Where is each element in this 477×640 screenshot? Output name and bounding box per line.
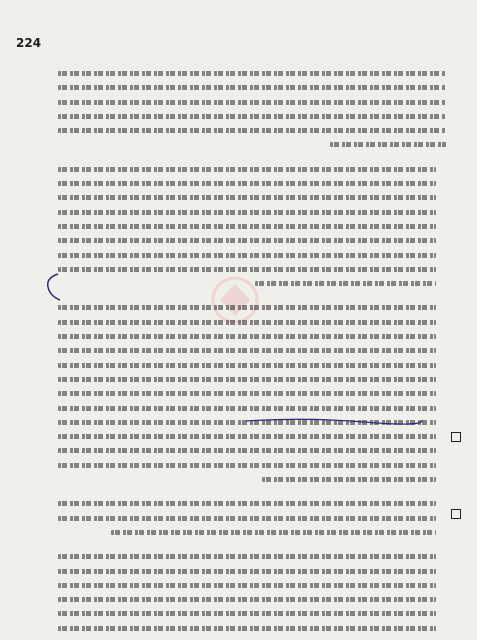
text-line	[58, 66, 446, 80]
paragraph	[58, 66, 446, 152]
text-line	[58, 262, 436, 276]
text-line	[58, 329, 436, 343]
text-line	[58, 525, 436, 539]
text-line	[58, 386, 436, 400]
text-line	[58, 95, 446, 109]
text-line	[58, 621, 436, 635]
text-line	[58, 578, 436, 592]
paragraph	[58, 162, 436, 291]
text-line	[58, 592, 436, 606]
paragraph	[58, 496, 436, 539]
checkbox-marker	[451, 509, 461, 519]
text-line	[58, 300, 436, 314]
text-line	[58, 372, 436, 386]
text-line	[58, 248, 436, 262]
text-line	[58, 496, 436, 510]
text-line	[58, 401, 436, 415]
text-line	[58, 162, 436, 176]
text-line	[58, 564, 436, 578]
text-line	[58, 606, 436, 620]
text-line	[58, 109, 446, 123]
text-line	[58, 176, 436, 190]
paragraph	[58, 300, 436, 486]
text-line	[58, 343, 436, 357]
body-text	[58, 66, 446, 640]
text-line	[58, 511, 436, 525]
text-line	[58, 458, 436, 472]
text-line	[58, 358, 436, 372]
text-line	[58, 443, 436, 457]
text-line	[58, 415, 436, 429]
text-line	[58, 190, 436, 204]
text-line	[58, 219, 436, 233]
text-line	[58, 205, 436, 219]
text-line	[58, 80, 446, 94]
checkbox-marker	[451, 432, 461, 442]
text-line	[58, 429, 436, 443]
text-line	[58, 233, 436, 247]
text-line	[58, 315, 436, 329]
text-line	[58, 276, 436, 290]
text-line	[58, 123, 446, 137]
text-line	[58, 635, 436, 640]
text-line	[58, 137, 446, 151]
text-line	[58, 549, 436, 563]
page-number: 224	[16, 36, 42, 50]
text-line	[58, 472, 436, 486]
paragraph	[58, 549, 436, 640]
